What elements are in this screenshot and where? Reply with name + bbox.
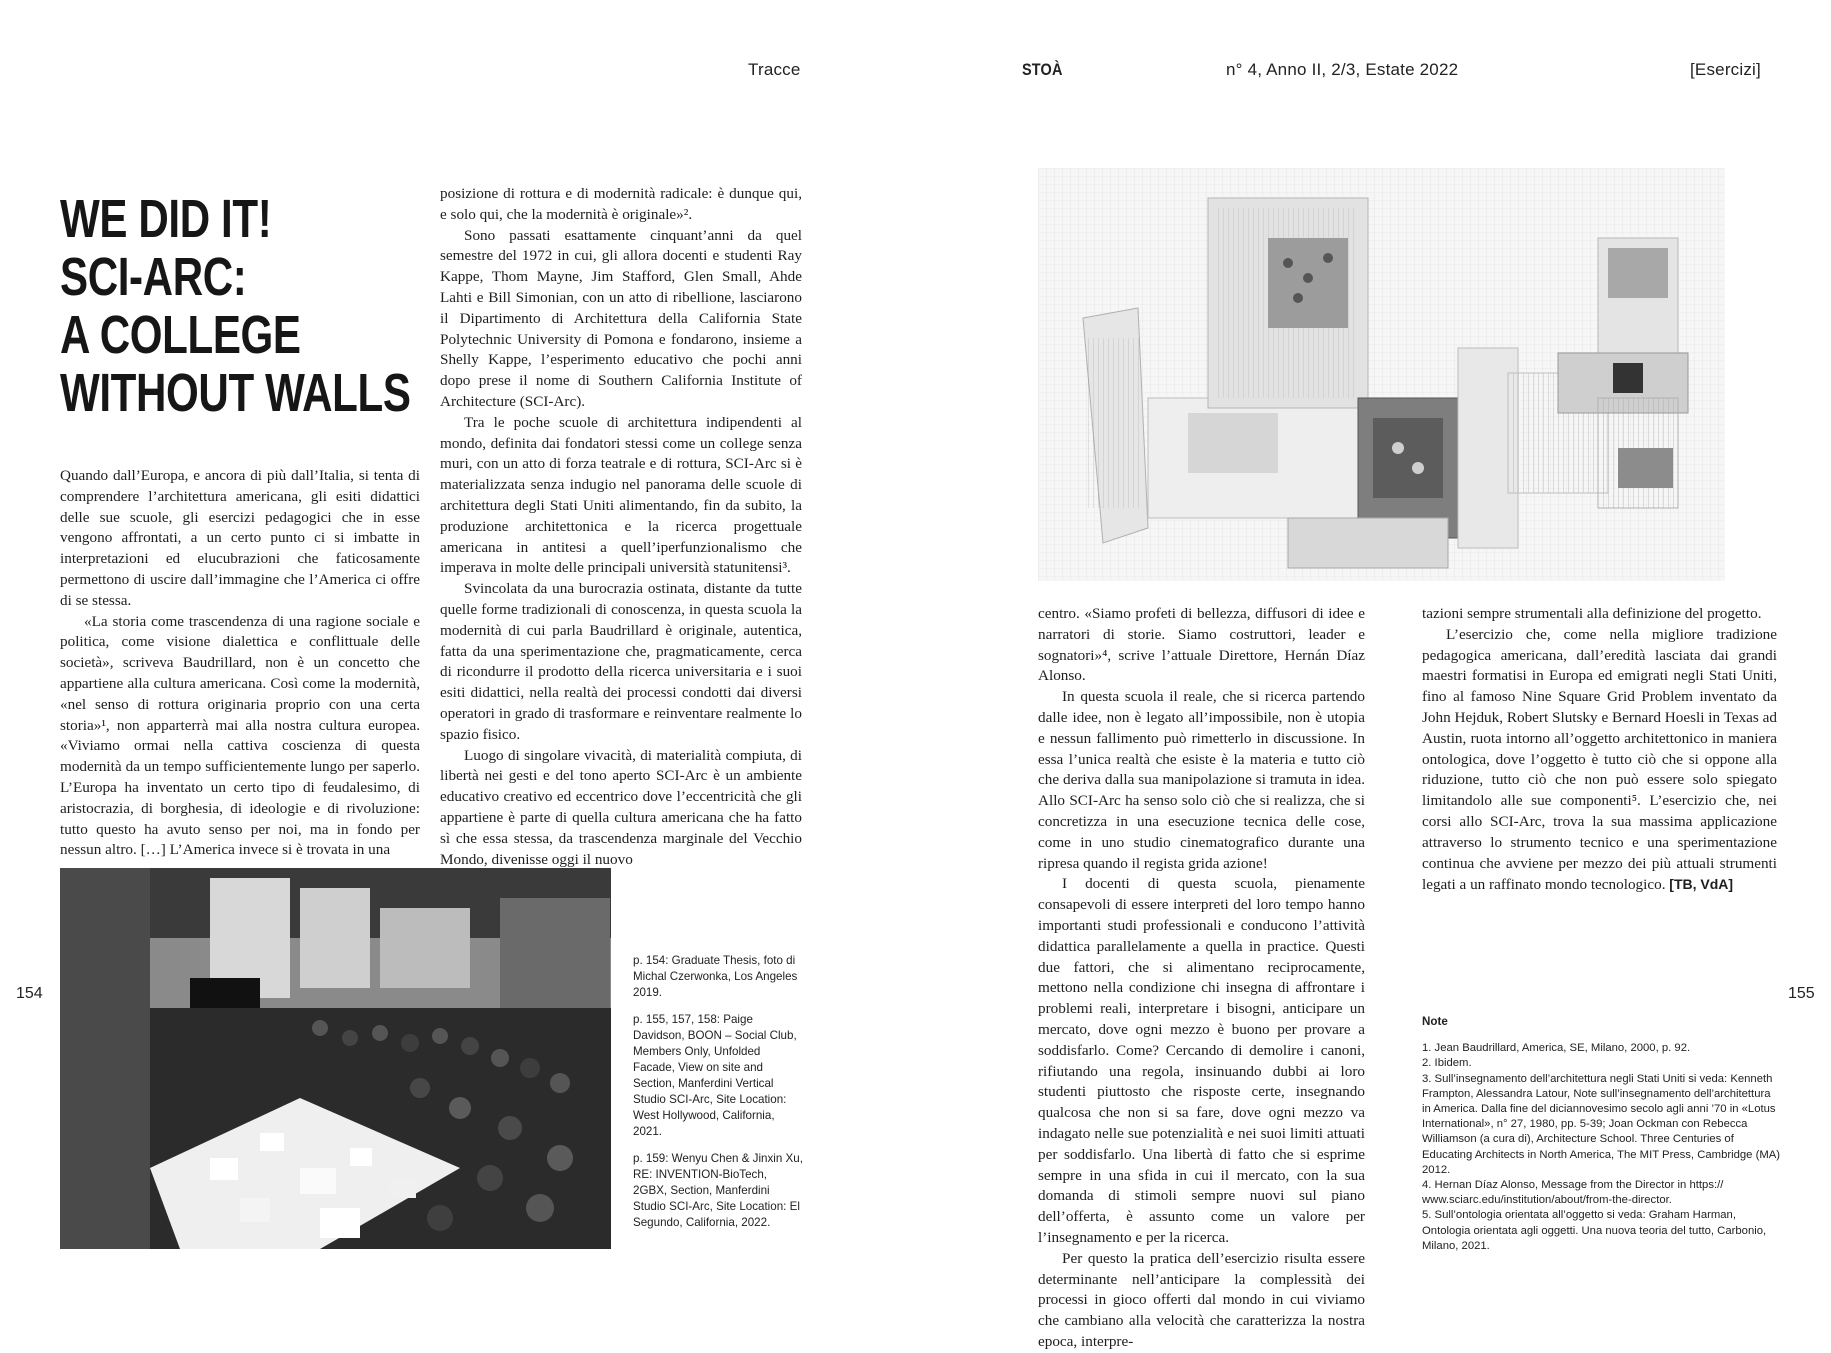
paragraph: I docenti di questa scuola, pienamente consapevoli di essere interpreti del loro tempo hanno importanti studi professionali e conducono l’attività didattica parallelamente a quella in practice. Questi due fattori, che si alimentano reciprocamente, mettono nella condizione chi insegna di affrontare i problemi reali, interpretare i bisogni, anticipare un mercato, dove ogni mezzo è buono per provare a soddisfarlo. Come? Cercando di demolire i canoni, rifiutando una regola, insinuando dubbi ai loro studenti piuttosto che risposte certe, insegnando qualcosa che non si sa fare, dove ogni mezzo va indagato nelle sue potenzialità e nei suoi limiti attuati per soddisfarlo. Una libertà di fatto che si esprime sempre in una sfida in cui il mercato, con la sua domanda di stimoli sempre nuovi sul piano dell’offerta, è assunto come un valore per l’insegnamento e per la ricerca. <box>1038 875 1365 1246</box>
audience-photo-illustration <box>60 868 611 1249</box>
audience-photo <box>60 868 611 1249</box>
text-column-4 <box>1422 604 1777 896</box>
caption: p. 155, 157, 158: Paige Davidson, BOON – Social Club, Members Only, Unfolded Facade, View on site and Section, Manferdini Vertical Studio SCI-Arc, Site Location: West Hollywood, California, 2021. <box>633 1013 797 1138</box>
title-line: WE DID IT! <box>60 189 272 249</box>
text-column-2 <box>440 184 802 870</box>
paragraph: Sono passati esattamente cinquant’anni da quel semestre del 1972 in cui, gli allora docenti e studenti Ray Kappe, Thom Mayne, Jim Stafford, Glen Small, Ahde Lahti e Bill Simonian, con un atto di ribellione, lasciarono il Dipartimento di Architettura della California State Polytechnic University di Pomona e fondarono, insieme a Shelly Kappe, l’esperimento educativo che pochi anni dopo prese il nome di Southern California Institute of Architecture (SCI-Arc). <box>440 226 802 410</box>
page-number-left: 154 <box>16 985 43 1002</box>
paragraph-text: L’esercizio che, come nella migliore tradizione pedagogica americana, dall’eredità lasciata dai grandi maestri formatisi in Europa ed emigrati negli Stati Uniti, fino al famoso Nine Square Grid Problem inventato da John Hejduk, Robert Slutsky e Bernard Hoesli in Texas ad Austin, ruota intorno all’oggetto architettonico in maniera ontologica, dove l’oggetto è tutto ciò che si oppone alla riduzione, tutto ciò che non può essere solo spiegato limitandolo alle sue componenti⁵. L’esercizio che, nei corsi allo SCI-Arc, trova la sua massima applicazione attraverso lo strumento tecnico e una sperimentazione continua che avviene per mezzo dei più attuali strumenti legati a un raffinato mondo tecnologico. <box>1422 625 1777 894</box>
paragraph: tazioni sempre strumentali alla definizione del progetto. <box>1422 605 1762 622</box>
article-title <box>60 189 411 423</box>
caption: p. 154: Graduate Thesis, foto di Michal Czerwonka, Los Angeles 2019. <box>633 954 798 999</box>
footnote: 1. Jean Baudrillard, America, SE, Milano, 2000, p. 92. <box>1422 1042 1691 1055</box>
paragraph: Tra le poche scuole di architettura indipendenti al mondo, definita dai fondatori stessi come un college senza muri, con un atto di forza teatrale e di rottura, SCI-Arc si è materializzata senza indugio nel panorama delle scuole di architettura degli Stati Uniti alimentando, fin da subito, la produzione architettonica e la ricerca progettuale americana in antitesi a quell’iperfunzionalismo che imperava in molte delle principali università statunitensi³. <box>440 413 802 577</box>
architectural-plan-drawing <box>1038 168 1725 581</box>
paragraph: Per questo la pratica dell’esercizio risulta essere determinante nell’anticipare la complessità dei processi in gioco offerti dal mondo in cui viviamo che cambiano alla velocità che caratterizza la nostra epoca, interpre- <box>1038 1249 1365 1350</box>
author-signature: [TB, VdA] <box>1669 876 1734 893</box>
running-head-left: Tracce <box>748 60 801 79</box>
paragraph: Quando dall’Europa, e ancora di più dall’Italia, si tenta di comprendere l’architettura americana, gli esiti didattici delle sue scuole, gli esercizi pedagogici che in esse vengono affrontati, a un certo punto ci si imbatte in interpretazioni ed elucubrazioni che faticosamente permettono di uscire dall’immagine che l’America ci offre di se stessa. <box>60 467 420 609</box>
paragraph: Luogo di singolare vivacità, di materialità compiuta, di libertà nei gesti e del tono aperto SCI-Arc è un ambiente educativo creativo ed eccentrico dove l’eccentricità che gli appartiene è parte di quella cultura americana che ha fatto sì che essa stessa, da trascendenza marginale del Vecchio Mondo, divenisse oggi il nuovo <box>440 746 802 868</box>
running-head-right: [Esercizi] <box>1690 60 1761 79</box>
text-column-1 <box>60 466 420 861</box>
magazine-logo: STOÀ <box>1022 60 1063 79</box>
caption: p. 159: Wenyu Chen & Jinxin Xu, RE: INVENTION-BioTech, 2GBX, Section, Manferdini Studio SCI-Arc, Site Location: El Segundo, California, 2022. <box>633 1152 803 1229</box>
footnote: 5. Sull’ontologia orientata all’oggetto si veda: Graham Harman, Ontologia orientata agli oggetti. Una nuova teoria del tutto, Carbonio, Milano, 2021. <box>1422 1209 1767 1252</box>
title-line: A COLLEGE <box>60 305 301 365</box>
footnotes <box>1422 1014 1782 1254</box>
title-line: SCI-ARC: <box>60 247 247 307</box>
paragraph: Svincolata da una burocrazia ostinata, distante da tutte quelle forme tradizionali di conoscenza, in questa scuola la modernità di cui parla Baudrillard è originale, autentica, fatta da una sperimentazione che, pragmaticamente, cerca di ricondurre il prodotto della ricerca universitaria e i suoi esiti didattici, nella realtà dei processi condotti dai diversi operatori in grado di trasformare e reinventare realmente lo spazio fisico. <box>440 580 802 743</box>
notes-heading: Note <box>1422 1015 1448 1028</box>
paragraph: In questa scuola il reale, che si ricerca partendo dalle idee, non è legato all’impossibile, non è utopia e nessun fallimento può rimetterlo in discussione. In essa l’unica realtà che esiste è la materia e tutto ciò che deriva dalla sua manipolazione si tramuta in idea. Allo SCI-Arc ha senso solo ciò che si realizza, che si concretizza in una esecuzione tecnica delle cose, come in uno studio cinematografico durante una ripresa quando il regista grida azione! <box>1038 688 1365 872</box>
paragraph: «La storia come trascendenza di una ragione sociale e politica, come visione dialettica e conflittuale delle società», scriveva Baudrillard, non è un concetto che appartiene alla cultura americana. Così come la modernità, «nel senso di rottura originaria proprio con una certa storia»¹, non apparterrà mai alla nostra cultura europea. «Viviamo ormai nella cattiva coscienza di questa modernità da un tempo sufficientemente lungo per saperlo. L’Europa ha inventato un certo tipo di feudalesimo, di aristocrazia, di borghesia, di ideologie e di rivoluzione: tutto questo ha avuto senso per noi, ma in fondo per nessun altro. […] L’America invece si è trovata in una <box>60 612 420 859</box>
plan-illustration <box>1038 168 1725 581</box>
footnote: 3. Sull’insegnamento dell’architettura negli Stati Uniti si veda: Kenneth Frampton, Alessandra Latour, Note sull’insegnamento dell’architettura in America. Dalla fine del diciannovesimo secolo agli anni ’70 in «Lotus International», n° 27, 1980, pp. 5-39; Joan Ockman con Rebecca Williamson (a cura di), Architecture School. Three Centuries of Educating Architects in North America, The MIT Press, Cambridge (MA) 2012. <box>1422 1072 1781 1176</box>
footnote: 2. Ibidem. <box>1422 1057 1472 1070</box>
page-number-right: 155 <box>1788 985 1815 1002</box>
footnote: 4. Hernan Díaz Alonso, Message from the Director in https:// www.sciarc.edu/institution/about/from-the-director. <box>1422 1179 1724 1207</box>
paragraph <box>1422 625 1777 896</box>
text-column-3 <box>1038 604 1365 1353</box>
image-captions <box>633 953 803 1242</box>
issue-info: n° 4, Anno II, 2/3, Estate 2022 <box>1226 60 1459 79</box>
paragraph: centro. «Siamo profeti di bellezza, diffusori di idee e narratori di storie. Siamo costruttori, leader e sognatori»⁴, scrive l’attuale Direttore, Hernán Díaz Alonso. <box>1038 605 1365 685</box>
paragraph: posizione di rottura e di modernità radicale: è dunque qui, e solo qui, che la modernità è originale»². <box>440 185 802 223</box>
title-line: WITHOUT WALLS <box>60 363 411 423</box>
